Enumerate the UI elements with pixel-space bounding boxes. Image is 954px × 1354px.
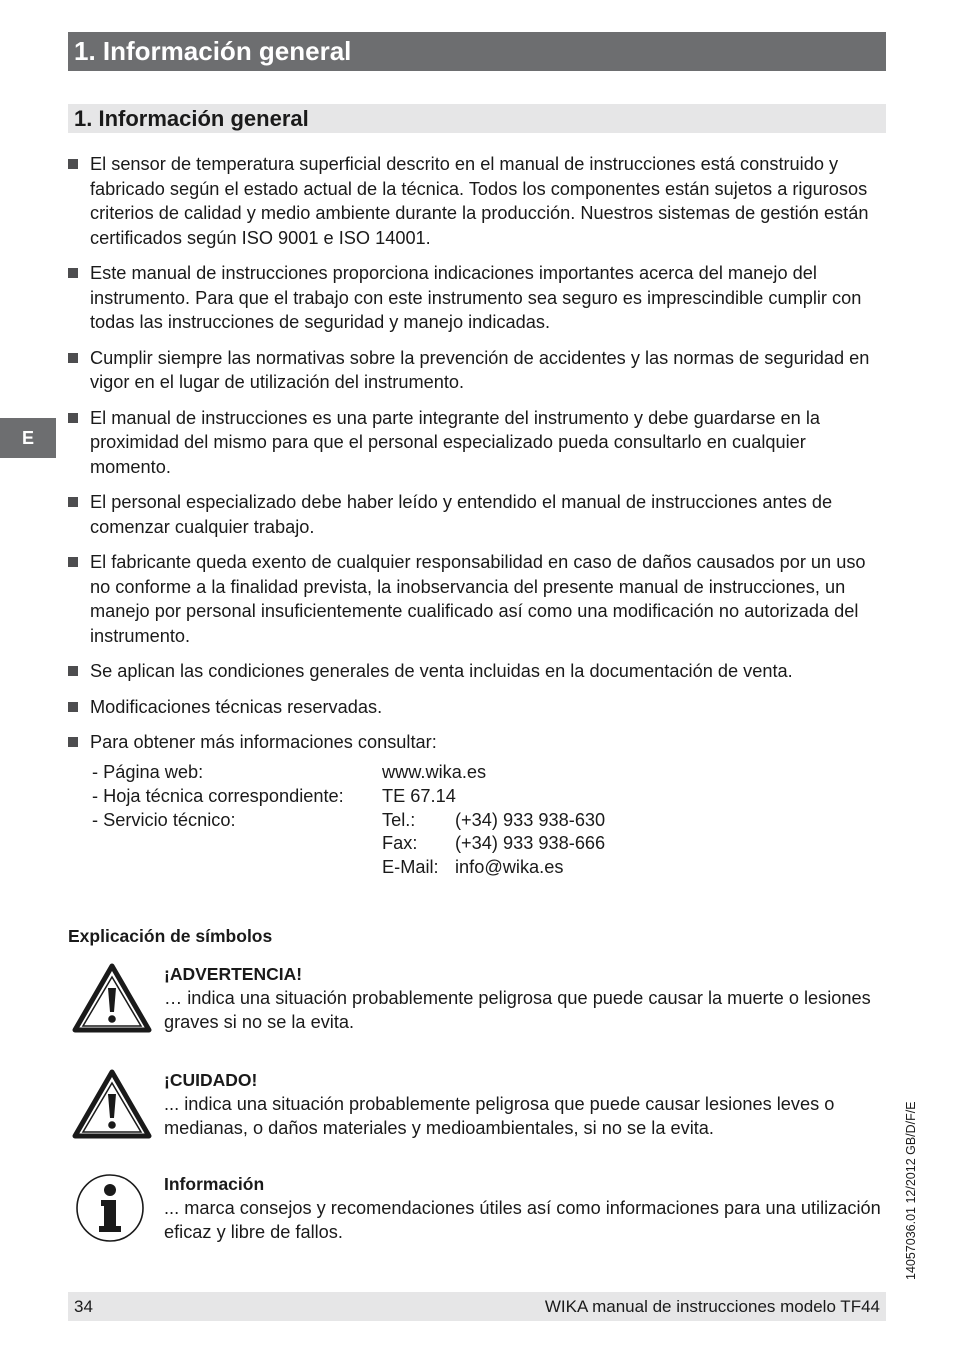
square-bullet-icon (68, 737, 78, 747)
list-item (68, 659, 886, 684)
list-item (68, 346, 886, 395)
info-title: Información (164, 1174, 265, 1194)
tel-value: (+34) 933 938-630 (455, 809, 606, 830)
document-code: 14057036.01 12/2012 GB/D/F/E (904, 1101, 918, 1280)
page-header-title: 1. Información general (74, 36, 352, 66)
section-heading (68, 104, 886, 133)
caution-text-block (164, 1068, 884, 1140)
square-bullet-icon (68, 497, 78, 507)
list-item (68, 490, 886, 539)
warning-description: … indica una situación probablemente peligrosa que puede causar la muerte o lesiones graves si no se la evita. (164, 988, 871, 1032)
fax-label: Fax: (382, 833, 418, 854)
warning-text-block (164, 962, 884, 1034)
list-item-text: Modificaciones técnicas reservadas. (90, 696, 383, 717)
web-label: - Página web: (92, 762, 204, 782)
list-item-text: Este manual de instrucciones proporciona indicaciones importantes acerca del manejo del instrumento. Para que el trabajo con este instrumento sea seguro es imprescindible cumplir con todas las instrucciones de seguridad y manejo indicadas. (90, 263, 862, 332)
datasheet-label: - Hoja técnica correspondiente: (92, 785, 344, 806)
list-item-text: Para obtener más informaciones consultar: (90, 732, 437, 752)
page-number: 34 (74, 1297, 93, 1316)
tel-label: Tel.: (382, 809, 416, 830)
info-text-block (164, 1172, 884, 1244)
caution-title: ¡CUIDADO! (164, 1070, 258, 1090)
info-description: ... marca consejos y recomendaciones útiles así como informaciones para una utilización eficaz y libre de fallos. (164, 1198, 881, 1242)
square-bullet-icon (68, 702, 78, 712)
page-footer (68, 1292, 886, 1321)
list-item (68, 406, 886, 480)
square-bullet-icon (68, 268, 78, 278)
list-item (68, 730, 886, 755)
warning-title: ¡ADVERTENCIA! (164, 964, 303, 984)
square-bullet-icon (68, 666, 78, 676)
list-item-text: Se aplican las condiciones generales de venta incluidas en la documentación de venta. (90, 661, 793, 681)
list-item-text: El manual de instrucciones es una parte integrante del instrumento y debe guardarse en la proximidad del mismo para que el personal especializado pueda consultarlo en cualquier momento. (90, 407, 820, 477)
info-bullet-list (68, 152, 886, 766)
list-item (68, 152, 886, 250)
square-bullet-icon (68, 413, 78, 423)
symbols-heading: Explicación de símbolos (68, 926, 273, 946)
caution-description: ... indica una situación probablemente peligrosa que puede causar lesiones leves o medianas, o daños materiales y medioambientales, si no se la evita. (164, 1094, 835, 1138)
web-link[interactable]: www.wika.es (382, 762, 487, 782)
footer-title: WIKA manual de instrucciones modelo TF44 (544, 1297, 880, 1316)
section-heading-title: 1. Información general (74, 106, 309, 131)
square-bullet-icon (68, 557, 78, 567)
fax-value: (+34) 933 938-666 (455, 833, 606, 854)
caution-triangle-icon (72, 1068, 152, 1145)
email-label: E-Mail: (382, 857, 439, 878)
list-item (68, 550, 886, 648)
language-tab (0, 418, 56, 458)
square-bullet-icon (68, 159, 78, 169)
list-item-text: Cumplir siempre las normativas sobre la prevención de accidentes y las normas de seguridad en vigor en el lugar de utilización del instrumento. (90, 347, 870, 392)
list-item-text: El fabricante queda exento de cualquier responsabilidad en caso de daños causados por un uso no conforme a la finalidad prevista, la inobservancia del presente manual de instrucciones, un manejo por personal insuficientemente cualificado así como una modificación no autorizada del instrumento. (90, 552, 866, 646)
language-tab-label: E (21, 428, 34, 448)
service-label: - Servicio técnico: (92, 809, 236, 830)
page-header (68, 32, 886, 71)
email-link[interactable]: info@wika.es (455, 857, 564, 878)
warning-triangle-icon (72, 962, 152, 1039)
list-item-text: El personal especializado debe haber leído y entendido el manual de instrucciones antes de comenzar cualquier trabajo. (90, 492, 833, 537)
square-bullet-icon (68, 353, 78, 363)
list-item (68, 695, 886, 720)
info-icon (74, 1172, 146, 1249)
datasheet-value: TE 67.14 (382, 785, 456, 806)
list-item-text: El sensor de temperatura superficial descrito en el manual de instrucciones está construido y fabricado según el estado actual de la técnica. Todos los componentes están sujetos a rigurosos criterios de calidad y medio ambiente durante la producción. Nuestros sistemas de gestión están certificados según ISO 9001 e ISO 14001. (90, 154, 869, 248)
list-item (68, 261, 886, 335)
